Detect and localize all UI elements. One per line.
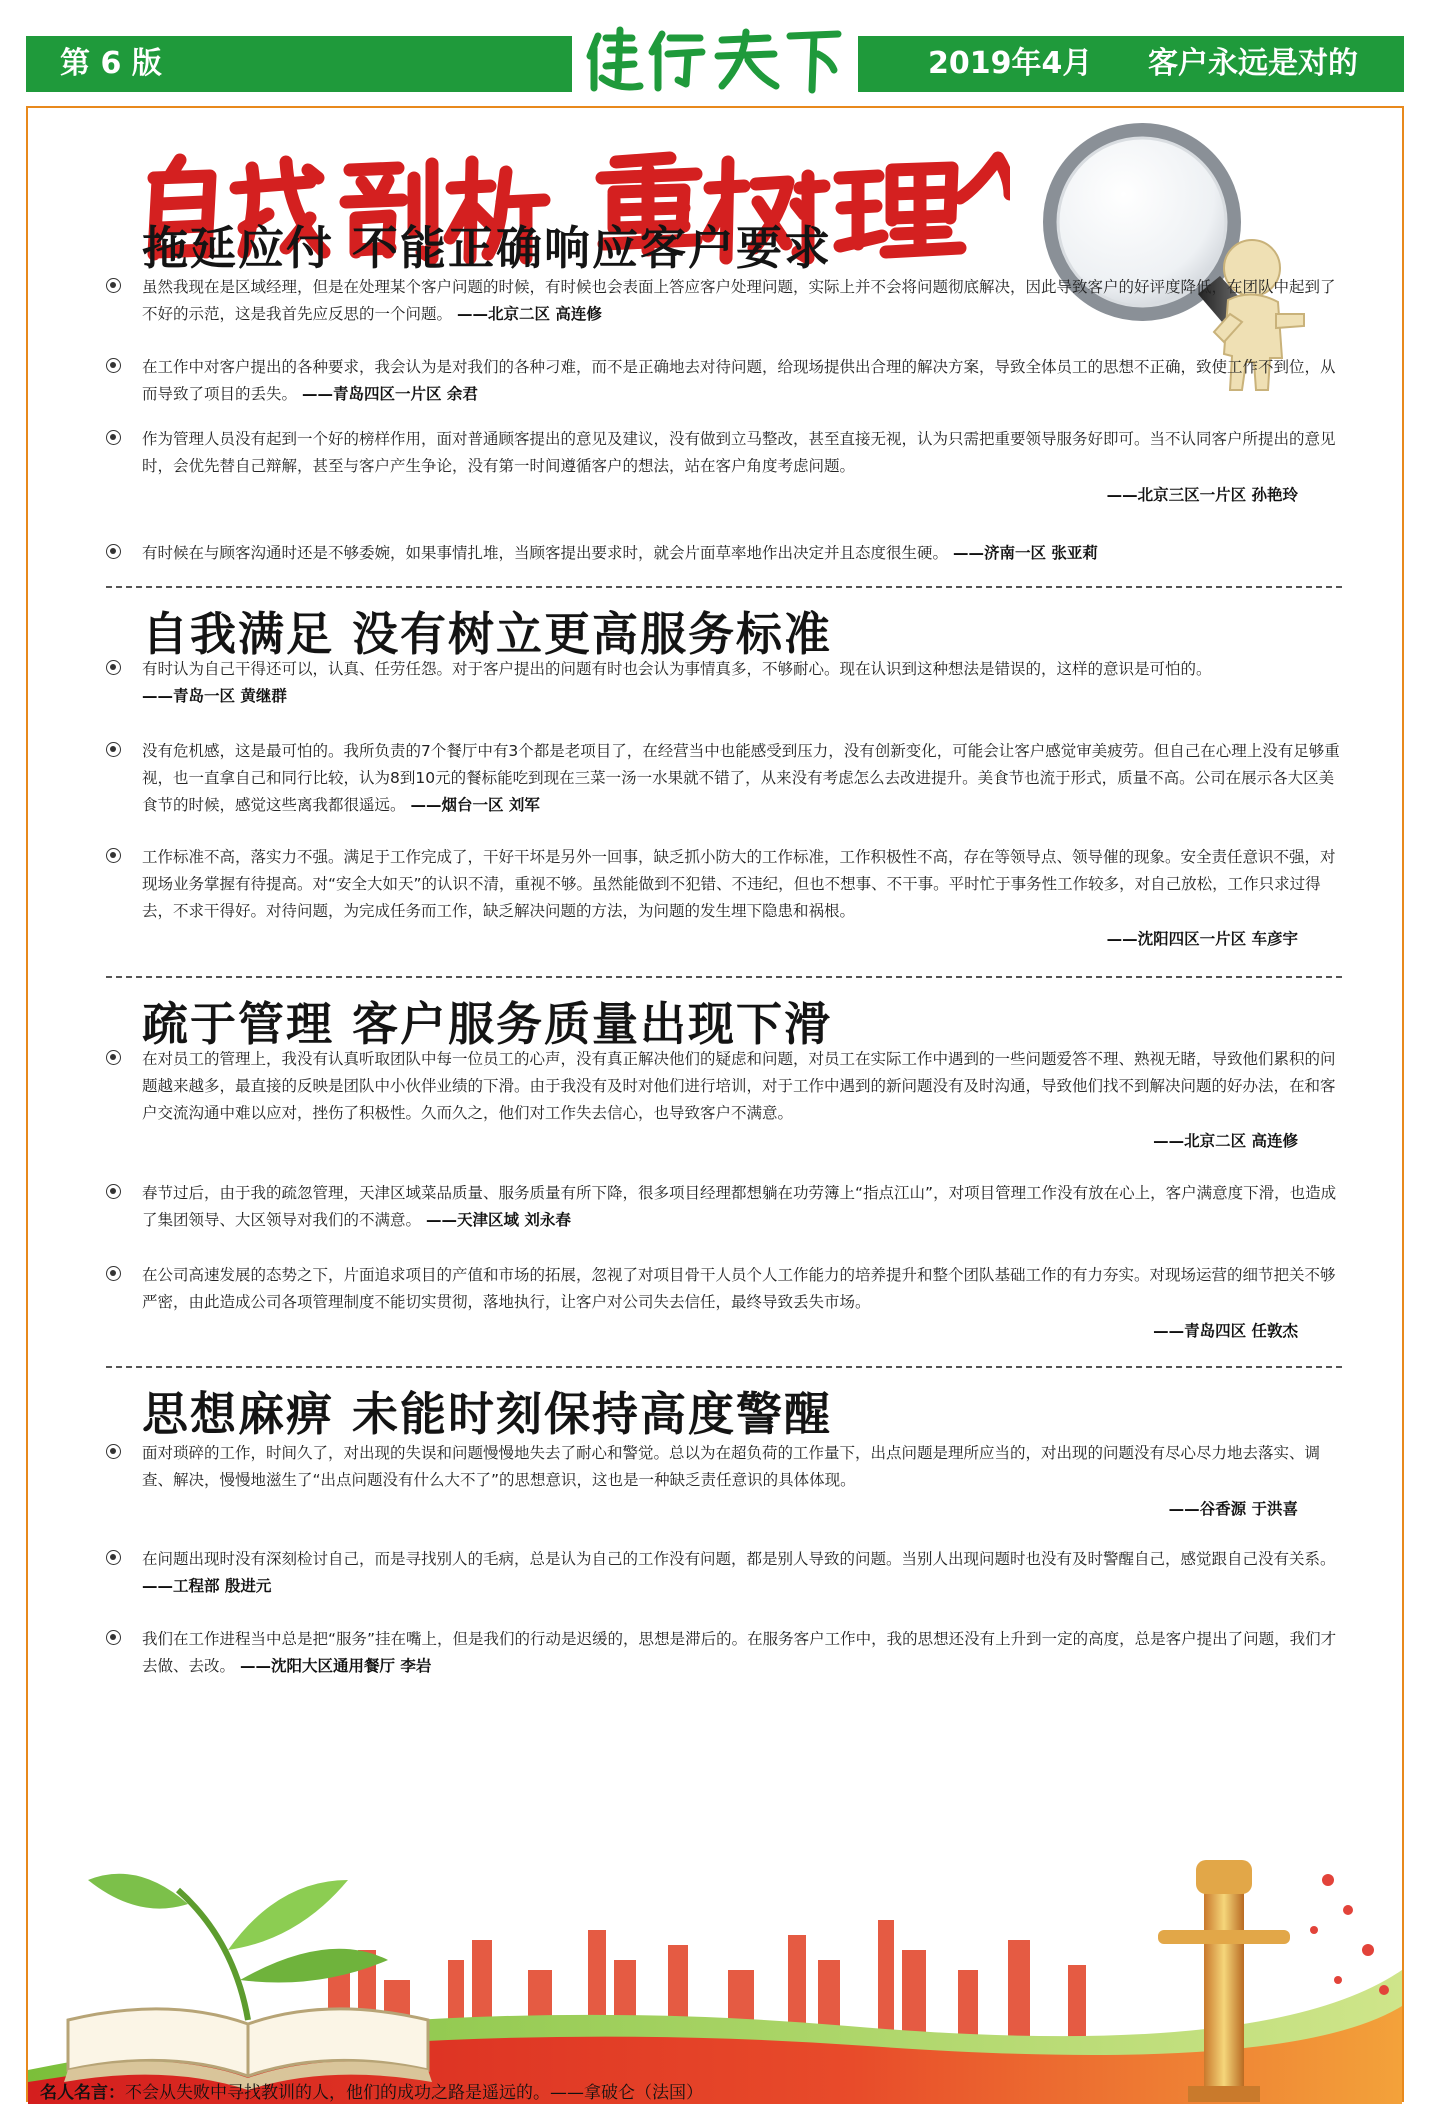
section-title-1: 拖延应付 不能正确响应客户要求 xyxy=(142,221,833,275)
section-divider xyxy=(106,976,1342,978)
list-item xyxy=(106,1262,1342,1348)
list-item xyxy=(106,1046,1342,1158)
section-title-4: 思想麻痹 未能时刻保持高度警醒 xyxy=(142,1387,833,1441)
item-attribution: ——沈阳四区一片区 车彦宇 xyxy=(1106,930,1298,948)
item-text: 有时候在与顾客沟通时还是不够委婉，如果事情扎堆，当顾客提出要求时，就会片面草率地作出决定并且态度很生硬。 xyxy=(142,544,949,562)
item-text: 我们在工作进程当中总是把“服务”挂在嘴上，但是我们的行动是迟缓的，思想是滞后的。在服务客户工作中，我的思想还没有上升到一定的高度，总是客户提出了问题，我们才去做、去改。 xyxy=(142,1630,1337,1675)
item-text: 虽然我现在是区域经理，但是在处理某个客户问题的时候，有时候也会表面上答应客户处理问题，实际上并不会将问题彻底解决，因此导致客户的好评度降低，在团队中起到了不好的示范，这是我首先应反思的一个问题。 xyxy=(142,278,1336,323)
bullet-icon xyxy=(106,544,121,559)
list-item xyxy=(106,274,1342,334)
item-attribution: ——青岛四区一片区 余君 xyxy=(301,385,478,403)
bullet-icon xyxy=(106,1184,121,1199)
item-attribution: ——谷香源 于洪喜 xyxy=(1168,1500,1298,1518)
item-attribution: ——北京三区一片区 孙艳玲 xyxy=(1106,486,1298,504)
item-attribution: ——北京二区 高连修 xyxy=(456,305,602,323)
item-attribution: ——工程部 殷进元 xyxy=(142,1577,272,1595)
section-divider xyxy=(106,1366,1342,1368)
item-attribution: ——北京二区 高连修 xyxy=(1153,1132,1298,1150)
section-title-2: 自我满足 没有树立更高服务标准 xyxy=(142,607,833,661)
list-item xyxy=(106,1180,1342,1240)
item-attribution: ——烟台一区 刘军 xyxy=(410,796,540,814)
item-text: 没有危机感，这是最可怕的。我所负责的7个餐厅中有3个都是老项目了，在经营当中也能感受到压力，没有创新变化，可能会让客户感觉审美疲劳。但自己在心理上没有足够重视，也一直拿自己和同行比较，认为8到10元的餐标能吃到现在三菜一汤一水果就不错了，从来没有考虑怎么去改进提升。美食节也流于形式，质量不高。公司在展示各大区美食节的时候，感觉这些离我都很遥远。 xyxy=(142,742,1340,814)
item-attribution: ——青岛四区 任敦杰 xyxy=(1153,1322,1298,1340)
list-item xyxy=(106,1546,1342,1606)
item-text: 在问题出现时没有深刻检讨自己，而是寻找别人的毛病，总是认为自己的工作没有问题，都是别人导致的问题。当别人出现问题时也没有及时警醒自己，感觉跟自己没有关系。 xyxy=(142,1550,1336,1568)
item-attribution: ——青岛一区 黄继群 xyxy=(142,687,287,705)
section-divider xyxy=(106,586,1342,588)
list-item xyxy=(106,844,1342,956)
header-motto: 客户永远是对的 xyxy=(1148,46,1358,81)
item-text: 在公司高速发展的态势之下，片面追求项目的产值和市场的拓展，忽视了对项目骨干人员个人工作能力的培养提升和整个团队基础工作的有力夯实。对现场运营的细节把关不够严密，由此造成公司各项管理制度不能切实贯彻，落地执行，让客户对公司失去信任，最终导致丢失市场。 xyxy=(142,1266,1336,1311)
bullet-icon xyxy=(106,660,121,675)
bullet-icon xyxy=(106,1550,121,1565)
bullet-icon xyxy=(106,1266,121,1281)
famous-quote xyxy=(40,2078,703,2108)
item-text: 面对琐碎的工作，时间久了，对出现的失误和问题慢慢地失去了耐心和警觉。总以为在超负荷的工作量下，出点问题是理所应当的，对出现的问题没有尽心尽力地去落实、调查、解决，慢慢地滋生了“出点问题没有什么大不了”的思想意识，这也是一种缺乏责任意识的具体体现。 xyxy=(142,1444,1321,1489)
quote-text: 不会从失败中寻找教训的人，他们的成功之路是遥远的。——拿破仑（法国） xyxy=(125,2083,703,2103)
bullet-icon xyxy=(106,430,121,445)
item-text: 作为管理人员没有起到一个好的榜样作用，面对普通顾客提出的意见及建议，没有做到立马整改，甚至直接无视，认为只需把重要领导服务好即可。当不认同客户所提出的意见时，会优先替自己辩解，甚至与客户产生争论，没有第一时间遵循客户的想法，站在客户角度考虑问题。 xyxy=(142,430,1336,475)
item-attribution: ——天津区域 刘永春 xyxy=(425,1211,571,1229)
list-item xyxy=(106,354,1342,414)
bullet-icon xyxy=(106,848,121,863)
footer-illustration xyxy=(28,1820,1402,2104)
issue-date: 2019年4月 xyxy=(928,46,1093,81)
bullet-icon xyxy=(106,358,121,373)
item-text: 在工作中对客户提出的各种要求，我会认为是对我们的各种刁难，而不是正确地去对待问题，给现场提供出合理的解决方案，导致全体员工的思想不正确，致使工作不到位，从而导致了项目的丢失。 xyxy=(142,358,1336,403)
page-number: 第 6 版 xyxy=(60,46,162,81)
item-attribution: ——沈阳大区通用餐厅 李岩 xyxy=(239,1657,432,1675)
list-item xyxy=(106,738,1342,824)
bullet-icon xyxy=(106,1630,121,1645)
header-left-bar xyxy=(26,36,572,92)
header-right-bar xyxy=(858,36,1404,92)
item-text: 工作标准不高，落实力不强。满足于工作完成了，干好干坏是另外一回事，缺乏抓小防大的工作标准，工作积极性不高，存在等领导点、领导催的现象。安全责任意识不强，对现场业务掌握有待提高。对“安全大如天”的认识不清，重视不够。虽然能做到不犯错、不违纪，但也不想事、不干事。平时忙于事务性工作较多，对自己放松，工作只求过得去，不求干得好。对待问题，为完成任务而工作，缺乏解决问题的方法，为问题的发生埋下隐患和祸根。 xyxy=(142,848,1336,920)
masthead-calligraphy xyxy=(584,22,846,100)
bullet-icon xyxy=(106,1444,121,1459)
quote-label: 名人名言： xyxy=(40,2083,125,2103)
bullet-icon xyxy=(106,1050,121,1065)
list-item xyxy=(106,1440,1342,1526)
page-header xyxy=(26,22,1404,98)
list-item xyxy=(106,1626,1342,1686)
item-text: 春节过后，由于我的疏忽管理，天津区域菜品质量、服务质量有所下降，很多项目经理都想躺在功劳簿上“指点江山”，对项目管理工作没有放在心上，客户满意度下滑，也造成了集团领导、大区领导对我们的不满意。 xyxy=(142,1184,1337,1229)
list-item xyxy=(106,540,1342,570)
list-item xyxy=(106,426,1342,512)
bullet-icon xyxy=(106,278,121,293)
item-text: 在对员工的管理上，我没有认真听取团队中每一位员工的心声，没有真正解决他们的疑虑和问题，对员工在实际工作中遇到的一些问题爱答不理、熟视无睹，导致他们累积的问题越来越多，最直接的反映是团队中小伙伴业绩的下滑。由于我没有及时对他们进行培训，对于工作中遇到的新问题没有及时沟通，导致他们找不到解决问题的好办法，在和客户交流沟通中难以应对，挫伤了积极性。久而久之，他们对工作失去信心，也导致客户不满意。 xyxy=(142,1050,1336,1122)
list-item xyxy=(106,656,1342,716)
item-text: 有时认为自己干得还可以，认真、任劳任怨。对于客户提出的问题有时也会认为事情真多，不够耐心。现在认识到这种想法是错误的，这样的意识是可怕的。 xyxy=(142,660,1212,678)
item-attribution: ——济南一区 张亚莉 xyxy=(952,544,1098,562)
section-title-3: 疏于管理 客户服务质量出现下滑 xyxy=(142,997,833,1051)
bullet-icon xyxy=(106,742,121,757)
